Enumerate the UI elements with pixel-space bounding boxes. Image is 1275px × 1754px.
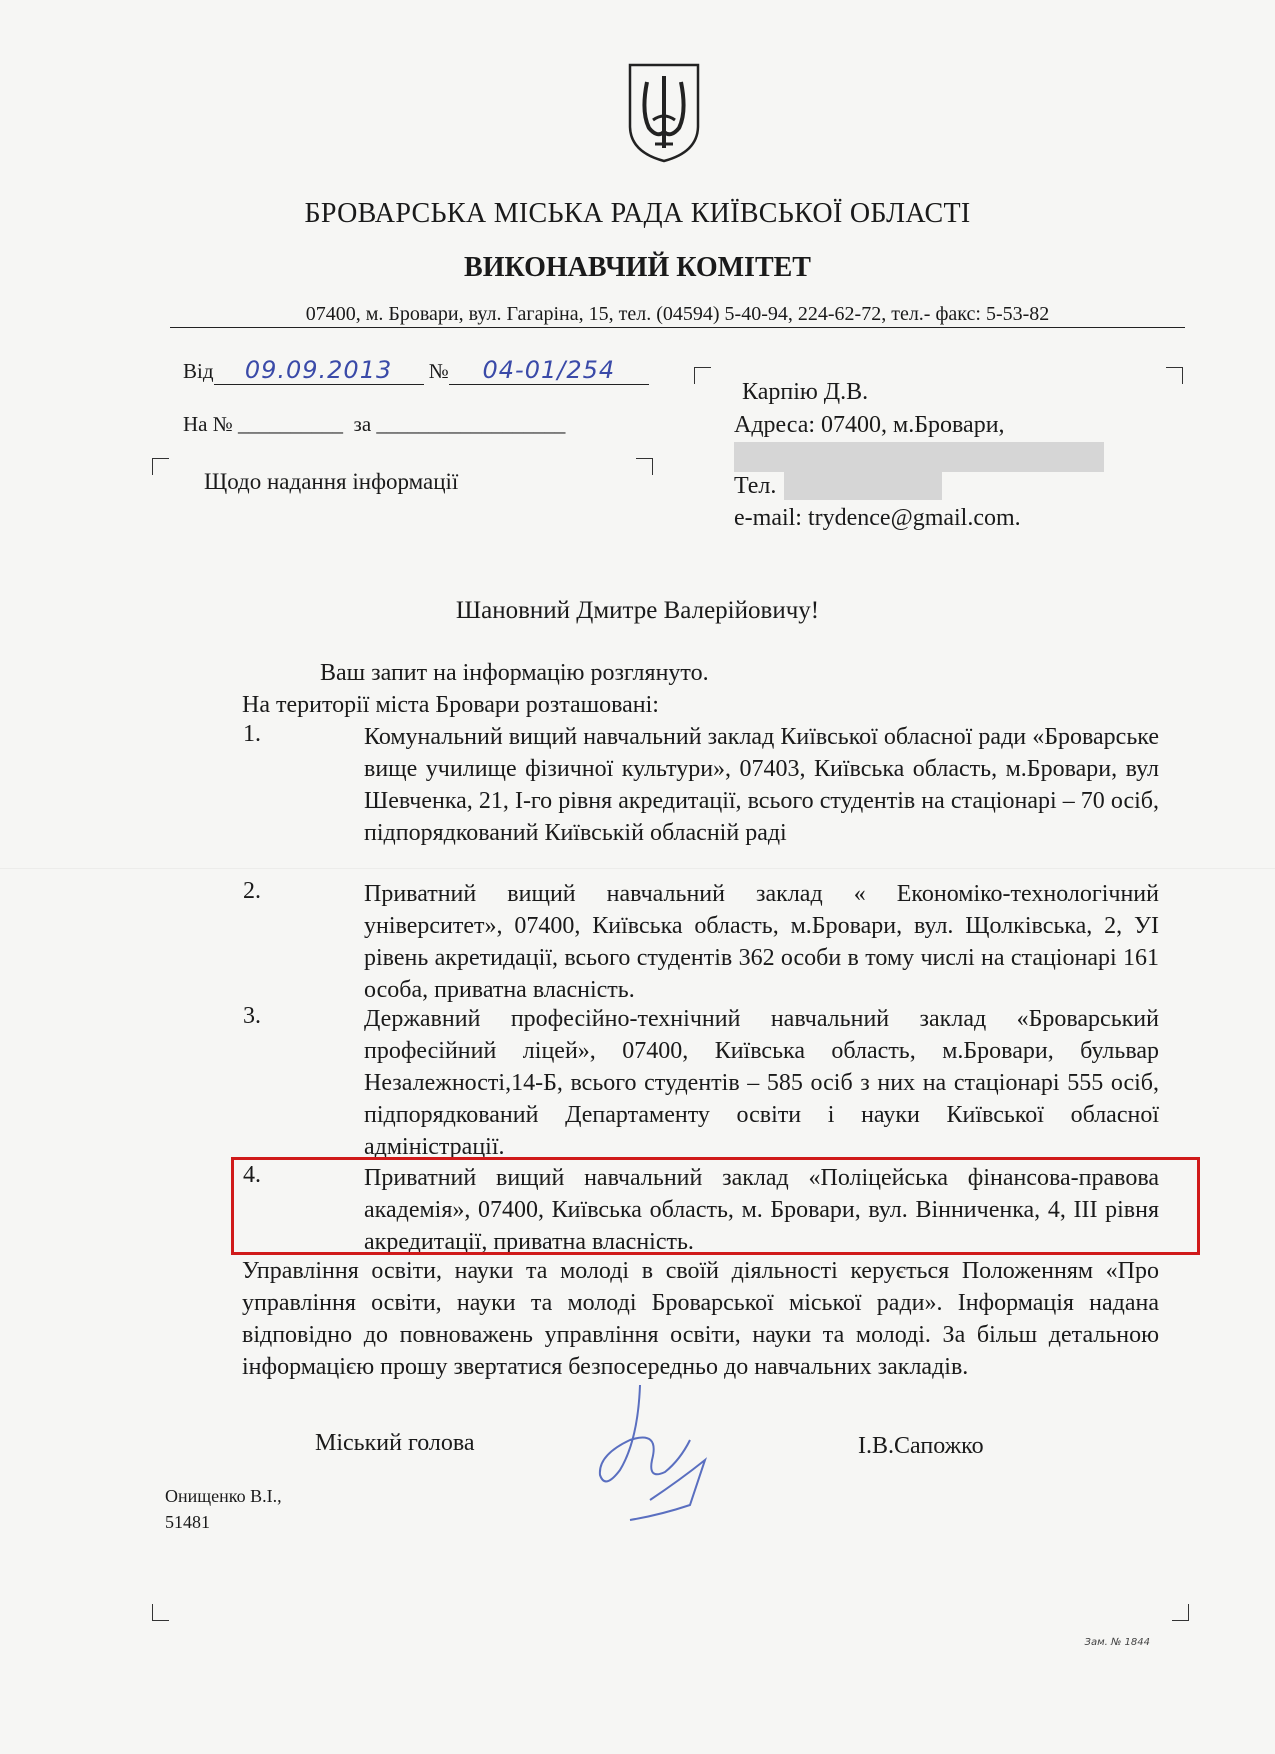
item-number: 2.	[243, 878, 261, 904]
in-reply-value: __________	[238, 412, 344, 436]
incoming-ref-line	[183, 412, 565, 437]
recipient-corner-right	[1166, 367, 1183, 384]
coat-of-arms-icon	[627, 62, 701, 164]
letter-date: 09.09.2013	[244, 356, 393, 384]
organization-subtitle: ВИКОНАВЧИЙ КОМІТЕТ	[464, 252, 811, 283]
outgoing-ref-line	[183, 356, 649, 385]
closing-paragraph: Управління освіти, науки та молоді в своїй діяльності керується Положенням «Про управління освіти, науки та молоді Броварської міської ради». Інформація надана відповідно до повноважень управління освіти, науки та молоді. За більш детальною інформацією прошу звертатися безпосередньо до навчальних закладів.	[242, 1258, 1159, 1380]
signatory-name: І.В.Сапожко	[858, 1433, 984, 1459]
recipient-name: Карпію Д.В.	[742, 379, 869, 405]
item-number: 4.	[243, 1162, 261, 1188]
redacted-address	[734, 442, 1104, 472]
subject-corner-right	[636, 458, 653, 475]
list-item: Державний професійно-технічний навчальний заклад «Броварський професійний ліцей», 07400, Київська область, м.Бровари, бульвар Незалежності,14-Б, всього студентів – 585 осіб з них на стаціонарі 555 осіб, підпорядкований Департаменту освіти і науки Київської обласної адміністрації.	[364, 1006, 1159, 1160]
handwritten-signature-icon	[590, 1380, 720, 1525]
from-label: Від	[183, 359, 214, 383]
print-order-note: Зам. № 1844	[1084, 1637, 1150, 1648]
za-value: __________________	[376, 412, 566, 436]
subject-corner-left	[152, 458, 169, 475]
redacted-phone	[784, 472, 942, 500]
intro-line-2: На території міста Бровари розташовані:	[242, 692, 659, 718]
list-item: Приватний вищий навчальний заклад « Економіко-технологічний університет», 07400, Київська область, м.Бровари, вул. Щолківська, 2, УІ рівень акретидації, всього студентів 362 особи в тому числі на стаціонарі 161 особа, приватна власність.	[364, 881, 1159, 1003]
organization-address: 07400, м. Бровари, вул. Гагаріна, 15, тел. (04594) 5-40-94, 224-62-72, тел.- факс: 5-53-82	[170, 303, 1185, 328]
highlight-box	[231, 1157, 1200, 1255]
bottom-corner-right	[1172, 1604, 1189, 1621]
letter-subject: Щодо надання інформації	[204, 469, 459, 494]
item-number: 1.	[243, 721, 261, 747]
recipient-email: e-mail: trydence@gmail.com.	[734, 505, 1021, 531]
letter-number: 04-01/254	[482, 356, 616, 384]
number-label: №	[428, 359, 449, 383]
item-number: 3.	[243, 1003, 261, 1029]
recipient-corner-left	[694, 367, 711, 384]
paper-fold	[0, 868, 1275, 869]
list-item: Приватний вищий навчальний заклад «Поліцейська фінансова-правова академія», 07400, Київська область, м. Бровари, вул. Вінниченка, 4, ІІІ рівня акредитації, приватна власність.	[364, 1165, 1159, 1255]
recipient-address: Адреса: 07400, м.Бровари,	[734, 412, 1005, 438]
za-label: за	[353, 412, 372, 436]
recipient-phone-label: Тел.	[734, 473, 777, 499]
organization-title: БРОВАРСЬКА МІСЬКА РАДА КИЇВСЬКОЇ ОБЛАСТІ	[304, 198, 971, 229]
signatory-title: Міський голова	[315, 1430, 475, 1456]
greeting: Шановний Дмитре Валерійовичу!	[455, 597, 820, 624]
executor-phone: 51481	[165, 1512, 210, 1532]
list-item: Комунальний вищий навчальний заклад Київської обласної ради «Броварське вище училище фізичної культури», 07403, Київська область, м.Бровари, вул Шевченка, 21, І-го рівня акредитації, всього студентів на стаціонарі – 70 осіб, підпорядкований Київській обласній раді	[364, 724, 1159, 846]
executor-name: Онищенко В.І.,	[165, 1486, 282, 1506]
intro-line-1: Ваш запит на інформацію розглянуто.	[320, 660, 709, 686]
bottom-corner-left	[152, 1604, 169, 1621]
in-reply-label: На №	[183, 412, 233, 436]
